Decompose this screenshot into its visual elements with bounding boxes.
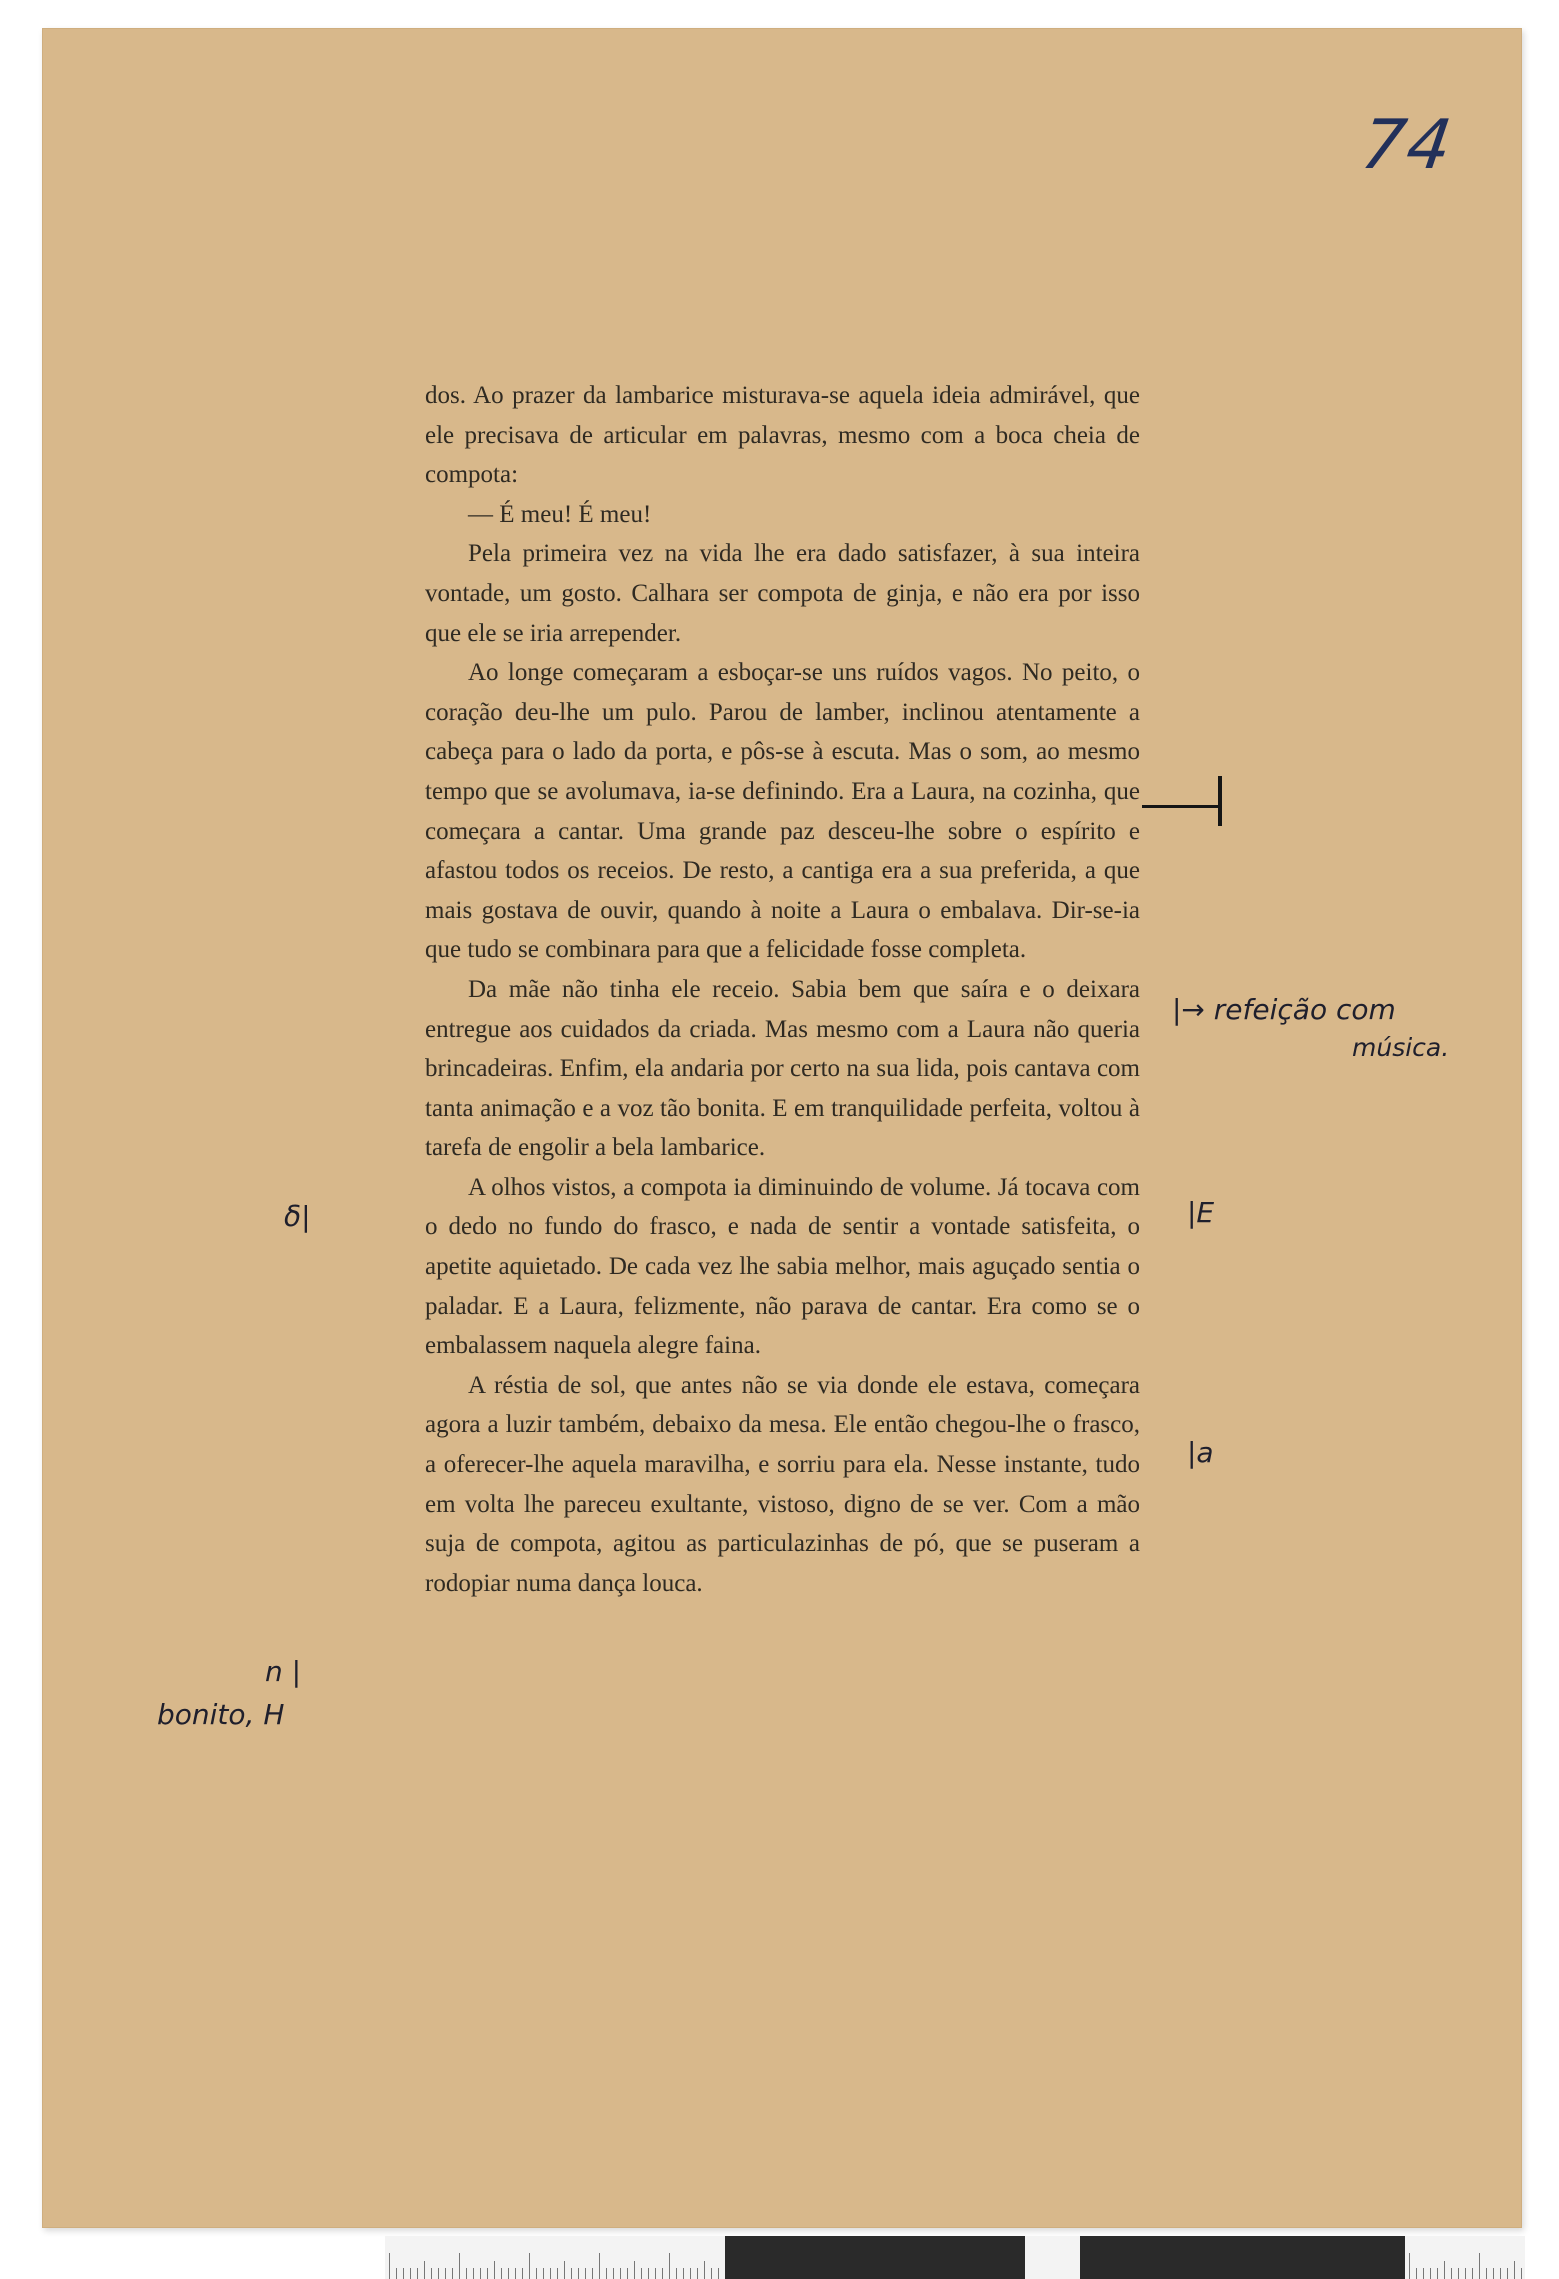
paragraph-3: Pela primeira vez na vida lhe era dado satisfazer, à sua inteira vontade, um gosto. Calhara ser compota de ginja, e não era por isso que ele se iria arrepender.: [425, 540, 1140, 647]
ruler-tick: [585, 2268, 586, 2279]
ruler-tick: [438, 2268, 439, 2279]
ruler-tick: [641, 2268, 642, 2279]
margin-note-left-delta: δ|: [284, 1200, 311, 1233]
ruler-tick: [613, 2268, 614, 2279]
ruler-dark-segment-2: [1080, 2236, 1405, 2279]
ruler-tick: [1444, 2261, 1445, 2279]
ruler-tick: [473, 2268, 474, 2279]
ruler-tick: [627, 2268, 628, 2279]
paragraph-1: dos. Ao prazer da lambarice misturava-se aquela ideia admirável, que ele precisava de articular em palavras, mesmo com a boca cheia de compota:: [425, 382, 1140, 489]
ruler-tick: [1514, 2261, 1515, 2279]
ruler-tick: [487, 2268, 488, 2279]
ruler-tick: [1437, 2268, 1438, 2279]
ruler-tick: [515, 2268, 516, 2279]
paragraph-5: Da mãe não tinha ele receio. Sabia bem que saíra e o deixara entregue aos cuidados da criada. Mas mesmo com a Laura não queria brincadeiras. Enfim, ela andaria por certo na sua lida, pois cantava com tanta animação e a voz tão bonita. E em tranquilidade perfeita, voltou à tarefa de engolir a bela lambarice.: [425, 975, 1140, 1162]
ruler-tick: [1458, 2268, 1459, 2279]
ruler-tick: [697, 2268, 698, 2279]
ruler-tick: [557, 2268, 558, 2279]
margin-note-left-n: n |: [265, 1655, 302, 1688]
ruler-tick: [564, 2261, 565, 2279]
ruler-tick: [669, 2253, 670, 2279]
ruler-tick: [676, 2268, 677, 2279]
ruler-tick: [403, 2268, 404, 2279]
ruler-tick: [1430, 2268, 1431, 2279]
ruler-tick: [508, 2268, 509, 2279]
ruler-tick: [655, 2268, 656, 2279]
margin-note-e: |E: [1187, 1196, 1215, 1229]
paragraph-2: — É meu! É meu!: [468, 500, 652, 528]
ruler-tick: [718, 2268, 719, 2279]
ruler-tick: [1479, 2253, 1480, 2279]
typescript-body: [425, 376, 1140, 1603]
ruler-light-segment: [385, 2236, 725, 2279]
ruler-tick: [417, 2268, 418, 2279]
ruler-tick: [592, 2268, 593, 2279]
paragraph-7: A réstia de sol, que antes não se via donde ele estava, começara agora a luzir também, debaixo da mesa. Ele então chegou-lhe o frasco, a oferecer-lhe aquela maravilha, e sorriu para ela. Nesse instante, tudo em volta lhe pareceu exultante, vistoso, digno de se ver. Com a mão suja de compota, agitou as particulazinhas de pó, que se puseram a rodopiar numa dança louca.: [425, 1371, 1140, 1597]
margin-note-a: |a: [1187, 1436, 1214, 1469]
ruler-tick: [1423, 2268, 1424, 2279]
ruler-tick: [466, 2268, 467, 2279]
ruler-tick: [536, 2268, 537, 2279]
ruler-tick: [620, 2268, 621, 2279]
margin-note-refeicao: |→ refeição com: [1172, 993, 1396, 1026]
ruler-tick: [690, 2268, 691, 2279]
ruler-tick: [1451, 2268, 1452, 2279]
ruler-tick: [1521, 2268, 1522, 2279]
ruler-tick: [501, 2268, 502, 2279]
margin-note-musica: música.: [1352, 1033, 1450, 1062]
ruler-tick: [1409, 2253, 1410, 2279]
ruler-tick: [606, 2268, 607, 2279]
ruler-tick: [704, 2261, 705, 2279]
page-number: 74: [1356, 106, 1459, 185]
ruler-tick: [480, 2268, 481, 2279]
ruler-tick: [494, 2261, 495, 2279]
paragraph-6: A olhos vistos, a compota ia diminuindo de volume. Já tocava com o dedo no fundo do frasco, e nada de sentir a vontade satisfeita, o apetite aquietado. De cada vez lhe sabia melhor, mais aguçado sentia o paladar. E a Laura, felizmente, não parava de cantar. Era como se o embalassem naquela alegre faina.: [425, 1173, 1140, 1360]
ruler-tick: [648, 2268, 649, 2279]
ruler-tick: [1465, 2268, 1466, 2279]
manuscript-page: [42, 28, 1522, 2228]
ruler-tick: [1493, 2268, 1494, 2279]
ruler-tick: [445, 2268, 446, 2279]
ruler-tick: [662, 2268, 663, 2279]
ruler-tick: [522, 2268, 523, 2279]
ruler-tick: [711, 2268, 712, 2279]
ruler-tick: [683, 2268, 684, 2279]
ruler-tick: [424, 2261, 425, 2279]
ruler-tick: [1500, 2268, 1501, 2279]
margin-note-left-bonito: bonito, H: [157, 1698, 285, 1731]
ruler-tick: [543, 2268, 544, 2279]
ruler-tick: [452, 2268, 453, 2279]
ruler-tick: [1507, 2268, 1508, 2279]
ruler-tick: [599, 2253, 600, 2279]
ruler-tick: [431, 2268, 432, 2279]
ruler-tick: [396, 2268, 397, 2279]
ruler-tick: [634, 2261, 635, 2279]
ruler-light-segment-2: [1025, 2236, 1080, 2279]
margin-bracket-line: [1142, 805, 1222, 808]
ruler-tick: [1486, 2268, 1487, 2279]
ruler-tick: [550, 2268, 551, 2279]
scale-ruler: [385, 2236, 1525, 2279]
ruler-tick: [571, 2268, 572, 2279]
ruler-tick: [578, 2268, 579, 2279]
ruler-tick: [389, 2253, 390, 2279]
ruler-tick: [410, 2268, 411, 2279]
ruler-tick: [1472, 2268, 1473, 2279]
margin-bracket-tick: [1218, 776, 1222, 826]
paragraph-4: Ao longe começaram a esboçar-se uns ruídos vagos. No peito, o coração deu-lhe um pulo. Parou de lamber, inclinou atentamente a cabeça para o lado da porta, e pôs-se à escuta. Mas o som, ao mesmo tempo que se avolumava, ia-se definindo. Era a Laura, na cozinha, que começara a cantar. Uma grande paz desceu-lhe sobre o espírito e afastou todos os receios. De resto, a cantiga era a sua preferida, a que mais gostava de ouvir, quando à noite a Laura o embalava. Dir-se-ia que tudo se combinara para que a felicidade fosse completa.: [425, 659, 1140, 964]
ruler-dark-segment-1: [725, 2236, 1025, 2279]
ruler-tick: [1416, 2268, 1417, 2279]
ruler-tick: [459, 2253, 460, 2279]
ruler-tick: [529, 2253, 530, 2279]
